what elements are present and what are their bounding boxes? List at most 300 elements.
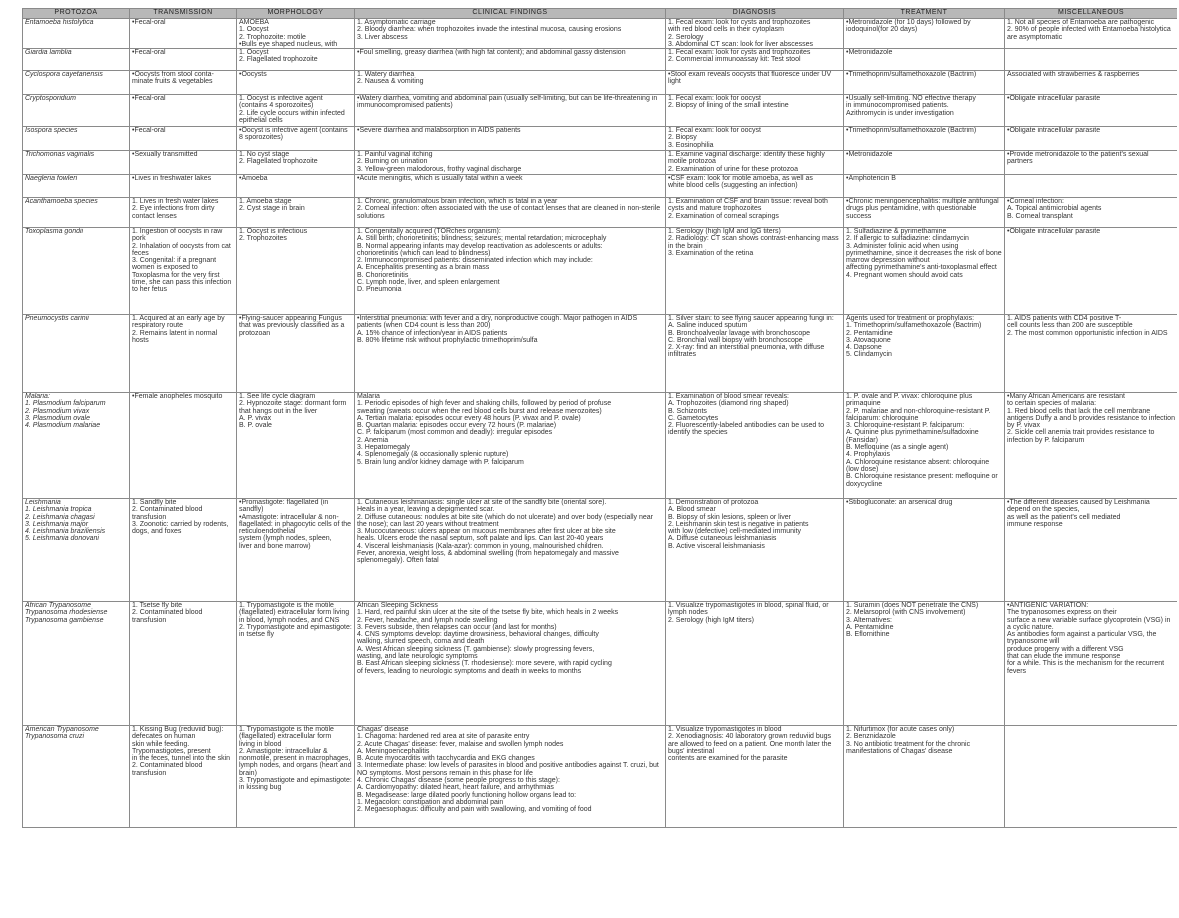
cell-text-line: 2. Megaesophagus: difficulty and pain with swallowing, and vomiting of food: [357, 806, 592, 814]
cell-text-line: 3. Yellow-green malodorous, frothy vaginal discharge: [357, 165, 522, 173]
protozoa-reference-table: [22, 8, 1177, 828]
cell-text-line: 1. Not all species of Entamoeba are pathogenic: [1007, 19, 1155, 26]
cell-text-line: Chagas' disease: [357, 726, 409, 733]
miscellaneous-cell: [1005, 19, 1178, 49]
protozoa-cell: [23, 393, 130, 499]
cell-text-line: Heals in a year, leaving a depigmented scar.: [357, 506, 495, 514]
cell-text-line: 2. Amastigote: intracellular & nonmotile, present in macrophages, lymph nodes, and organs (heart and brain): [239, 747, 352, 777]
cell-text-line: skin while feeding. Trypomastigotes, present: [132, 740, 211, 755]
cell-text-line: Cryptosporidium: [25, 95, 76, 102]
cell-text-line: 1. See life cycle diagram: [239, 393, 316, 400]
morphology-cell: [237, 175, 355, 198]
treatment-cell: [844, 393, 1005, 499]
miscellaneous-cell: [1005, 95, 1178, 127]
cell-text-line: •Chronic meningoencephalitis: multiple antifungal drugs plus pentamidine, with questionable success: [846, 198, 999, 220]
cell-text-line: •Amphotericin B: [846, 175, 896, 182]
column-header-morphology: MORPHOLOGY: [237, 9, 355, 19]
cell-text-line: 3. Chloroquine-resistant P. falciparum:: [846, 422, 965, 430]
table-row: [23, 175, 1178, 198]
diagnosis-cell: [666, 49, 844, 71]
table-row: [23, 393, 1178, 499]
cell-text-line: •Stool exam reveals oocysts that fluoresce under UV light: [668, 71, 832, 86]
cell-text-line: Pneumocystis carinii: [25, 315, 89, 322]
transmission-cell: [130, 315, 237, 393]
cell-text-line: 2. Nausea & vomiting: [357, 78, 424, 86]
cell-text-line: Isospora species: [25, 127, 78, 134]
protozoa-cell: [23, 228, 130, 315]
cell-text-line: •Oocysts from stool conta-minate fruits & vegetables: [132, 71, 214, 86]
cell-text-line: 1. Chagoma: hardened red area at site of parasite entry: [357, 733, 530, 741]
cell-text-line: B. Eflornithine: [846, 631, 890, 639]
cell-text-line: Naegleria fowleri: [25, 175, 78, 182]
cell-text-line: in the feces, tunnel into the skin: [132, 755, 231, 763]
cell-text-line: B. Mefloquine (as a single agent): [846, 444, 949, 452]
cell-text-line: (flagellated) extracellular form living in blood, lymph nodes, and CNS: [239, 609, 350, 624]
cell-text-line: •Obligate intracellular parasite: [1007, 95, 1101, 102]
diagnosis-cell: [666, 198, 844, 228]
cell-text-line: 2. Biopsy: [668, 134, 697, 142]
cell-text-line: 4. Pregnant women should avoid cats: [846, 271, 963, 279]
diagnosis-cell: [666, 151, 844, 175]
cell-text-line: 1. Plasmodium falciparum: [25, 400, 106, 408]
protozoa-cell: [23, 726, 130, 828]
cell-text-line: 5. Leishmania donovani: [25, 535, 99, 543]
transmission-cell: [130, 175, 237, 198]
cell-text-line: •Oocyst is infective agent (contains 8 sporozoites): [239, 127, 348, 142]
cell-text-line: 3. Administer folinic acid when using pyrimethamine, since it decreases the risk of bone marrow depression without: [846, 242, 1002, 265]
cell-text-line: sweating (sweats occur when the red blood cells burst and release merozoites): [357, 407, 602, 415]
morphology-cell: [237, 151, 355, 175]
cell-text-line: 2. X-ray: find an interstitial pneumonia, with diffuse infiltrates: [668, 344, 825, 359]
cell-text-line: •Oocysts: [239, 71, 267, 78]
cell-text-line: 2. Hypnozoite stage: dormant form that hangs out in the liver: [239, 400, 347, 415]
cell-text-line: A. Trophozoites (diamond ring shaped): [668, 400, 789, 408]
cell-text-line: 2. Trophozoite: motile: [239, 33, 306, 41]
cell-text-line: 2. Trophozoites: [239, 235, 287, 243]
cell-text-line: B. Acute myocarditis with tacchycardia and EKG changes: [357, 755, 535, 763]
protozoa-cell: [23, 151, 130, 175]
cell-text-line: 1. Lives in fresh water lakes: [132, 198, 219, 205]
cell-text-line: that can elude the immune response: [1007, 653, 1121, 661]
cell-text-line: 2. Melarsoprol (with CNS involvement): [846, 609, 966, 617]
cell-text-line: •Corneal infection:: [1007, 198, 1064, 205]
cell-text-line: •Fecal-oral: [132, 49, 166, 56]
clinical-findings-cell: [355, 499, 666, 602]
cell-text-line: Entamoeba histolytica: [25, 19, 94, 26]
treatment-cell: [844, 726, 1005, 828]
cell-text-line: African Trypanosome: [25, 602, 92, 609]
cell-text-line: with low (defective) cell-mediated immunity: [668, 528, 802, 536]
cell-text-line: 1. Red blood cells that lack the cell membrane antigens Duffy a and b provides resistance to infection by P. vivax: [1007, 407, 1175, 430]
cell-text-line: 1. Oocyst is infective agent (contains 4 sporozoites): [239, 95, 323, 110]
cell-text-line: 1. Trypomastigote is the motile: [239, 602, 334, 609]
cell-text-line: 1. Watery diarrhea: [357, 71, 415, 78]
cell-text-line: 3. Congenital: if a pregnant women is exposed to Toxoplasma for the very first time, she can pass this infection to her fetus: [132, 257, 232, 294]
cell-text-line: 1. Periodic episodes of high fever and shaking chills, followed by period of profuse: [357, 400, 612, 408]
cell-text-line: •Watery diarrhea, vomiting and abdominal pain (usually self-limiting, but can be life-threatening in immunocompromised patients): [357, 95, 658, 110]
cell-text-line: A. Diffuse cutaneous leishmaniasis: [668, 535, 777, 543]
clinical-findings-cell: [355, 228, 666, 315]
cell-text-line: as well as the patient's cell mediated: [1007, 513, 1121, 521]
cell-text-line: in immunocompromised patients.: [846, 102, 949, 110]
diagnosis-cell: [666, 19, 844, 49]
cell-text-line: produce progeny with a different VSG: [1007, 645, 1124, 653]
table-row: [23, 95, 1178, 127]
protozoa-cell: [23, 315, 130, 393]
cell-text-line: •Fecal-oral: [132, 95, 166, 102]
cell-text-line: •Lives in freshwater lakes: [132, 175, 212, 182]
clinical-findings-cell: [355, 95, 666, 127]
transmission-cell: [130, 602, 237, 726]
table-row: [23, 49, 1178, 71]
cell-text-line: Agents used for treatment or prophylaxis:: [846, 315, 975, 322]
transmission-cell: [130, 49, 237, 71]
cell-text-line: 1. P. ovale and P. vivax: chloroquine plus primaquine: [846, 393, 973, 408]
cell-text-line: with red blood cells in their cytoplasm: [668, 26, 784, 34]
cell-text-line: 2. Contaminated blood transfusion: [132, 506, 203, 521]
diagnosis-cell: [666, 315, 844, 393]
cell-text-line: 4. Prophylaxis: [846, 451, 890, 459]
cell-text-line: 1. Suramin (does NOT penetrate the CNS): [846, 602, 979, 609]
cell-text-line: 3. Plasmodium ovale: [25, 414, 90, 422]
column-header-transmission: TRANSMISSION: [130, 9, 237, 19]
protozoa-cell: [23, 499, 130, 602]
cell-text-line: heals. Ulcers erode the nasal septum, soft palate and lips. Can last 20-40 years: [357, 535, 604, 543]
protozoa-cell: [23, 602, 130, 726]
clinical-findings-cell: [355, 71, 666, 95]
cell-text-line: wasting, and late neurologic symptoms: [357, 653, 478, 661]
cell-text-line: Toxoplasma gondii: [25, 228, 84, 235]
cell-text-line: liver and bone marrow): [239, 542, 311, 550]
cell-text-line: •Female anopheles mosquito: [132, 393, 223, 400]
miscellaneous-cell: [1005, 71, 1178, 95]
cell-text-line: American Trypanosome: [25, 726, 99, 733]
cell-text-line: B. Normal appearing infants may develop reactivation as adolescents or adults:: [357, 242, 603, 250]
cell-text-line: 1. Nifurtimox (for acute cases only): [846, 726, 955, 733]
cell-text-line: •Usually self-limiting. NO effective therapy: [846, 95, 976, 102]
cell-text-line: 4. Chronic Chagas' disease (some people progress to this stage):: [357, 777, 560, 785]
transmission-cell: [130, 499, 237, 602]
cell-text-line: Trypanosoma rhodesiense: [25, 609, 108, 617]
miscellaneous-cell: [1005, 175, 1178, 198]
treatment-cell: [844, 315, 1005, 393]
treatment-cell: [844, 19, 1005, 49]
cell-text-line: 2. Corneal infection: often associated with the use of contact lenses that are cleaned in non-sterile solutions: [357, 205, 661, 220]
transmission-cell: [130, 228, 237, 315]
miscellaneous-cell: [1005, 49, 1178, 71]
column-header-protozoa: PROTOZOA: [23, 9, 130, 19]
column-header-miscellaneous: MISCELLANEOUS: [1005, 9, 1178, 19]
cell-text-line: 1. Hard, red painful skin ulcer at the site of the tsetse fly bite, which heals in 2 weeks: [357, 609, 619, 617]
cell-text-line: 1. Leishmania tropica: [25, 506, 92, 514]
cell-text-line: 3. Eosinophilia: [668, 141, 714, 149]
cell-text-line: 1. Ingestion of oocysts in raw pork: [132, 228, 223, 243]
cell-text-line: A. Pentamidine: [846, 623, 894, 631]
cell-text-line: 2. Bloody diarrhea: when trophozoites invade the intestinal mucosa, causing erosions: [357, 26, 622, 34]
cell-text-line: 2. Anemia: [357, 436, 389, 444]
table-row: [23, 151, 1178, 175]
cell-text-line: 1. Congenitally acquired (TORches organism):: [357, 228, 501, 235]
clinical-findings-cell: [355, 726, 666, 828]
cell-text-line: •The different diseases caused by Leishmania depend on the species,: [1007, 499, 1150, 514]
cell-text-line: •Severe diarrhea and malabsorption in AIDS patients: [357, 127, 521, 134]
cell-text-line: 3. Trypomastigote and epimastigote: in kissing bug: [239, 777, 352, 792]
table-row: [23, 315, 1178, 393]
cell-text-line: affecting pyrimethamine's anti-toxoplasmal effect: [846, 264, 997, 272]
cell-text-line: •Amastigote: intracellular & non-flagellated: in phagocytic cells of the: [239, 513, 352, 528]
cell-text-line: Acanthamoeba species: [25, 198, 98, 205]
protozoa-cell: [23, 95, 130, 127]
cell-text-line: Giardia lamblia: [25, 49, 72, 56]
cell-text-line: 2. Flagellated trophozoite: [239, 158, 318, 166]
diagnosis-cell: [666, 726, 844, 828]
cell-text-line: 2. P. malariae and non-chloroquine-resistant P. falciparum: chloroquine: [846, 407, 991, 422]
cell-text-line: •Trimethoprim/sulfamethoxazole (Bactrim): [846, 127, 977, 134]
cell-text-line: 4. Splenomegaly (& occasionally splenic rupture): [357, 451, 509, 459]
table-row: [23, 71, 1178, 95]
cell-text-line: 1. Demonstration of protozoa: [668, 499, 759, 506]
cell-text-line: •Fecal-oral: [132, 127, 166, 134]
clinical-findings-cell: [355, 198, 666, 228]
cell-text-line: 2. Examination of urine for these protozoa: [668, 165, 798, 173]
cell-text-line: 3. Liver abscess: [357, 33, 408, 41]
clinical-findings-cell: [355, 127, 666, 151]
table-row: [23, 726, 1178, 828]
cell-text-line: •Trimethoprim/sulfamethoxazole (Bactrim): [846, 71, 977, 78]
diagnosis-cell: [666, 127, 844, 151]
cell-text-line: 1. Trimethoprim/sulfamethoxazole (Bactrim): [846, 322, 982, 330]
cell-text-line: 1. Fecal exam: look for cysts and trophozoites: [668, 19, 811, 26]
treatment-cell: [844, 175, 1005, 198]
cell-text-line: A. Still birth; chorioretinitis; blindness; seizures; mental retardation; microcephaly: [357, 235, 607, 243]
cell-text-line: B. Biopsy of skin lesions, spleen or liver: [668, 513, 791, 521]
cell-text-line: 1. Sulfadiazine & pyrimethamine: [846, 228, 947, 235]
cell-text-line: 2. Pentamidine: [846, 329, 893, 337]
cell-text-line: 3. Mucocutaneous: ulcers appear on mucous membranes after first ulcer at bite site: [357, 528, 616, 536]
cell-text-line: A. Meningoencephalitis: [357, 747, 430, 755]
diagnosis-cell: [666, 95, 844, 127]
cell-text-line: •Promastigote: flagellated (in sandfly): [239, 499, 329, 514]
cell-text-line: B. Chorioretinitis: [357, 271, 409, 279]
cell-text-line: Cyclospora cayetanensis: [25, 71, 103, 78]
protozoa-cell: [23, 127, 130, 151]
table-row: [23, 499, 1178, 602]
cell-text-line: A. Quinine plus pyrimethamine/sulfadoxine (Fansidar): [846, 429, 979, 444]
cell-text-line: 2. The most common opportunistic infection in AIDS: [1007, 329, 1168, 337]
column-header-treatment: TREATMENT: [844, 9, 1005, 19]
morphology-cell: [237, 95, 355, 127]
cell-text-line: 2. Biopsy of lining of the small intestine: [668, 102, 789, 110]
cell-text-line: 3. No antibiotic treatment for the chronic manifestations of Chagas' disease: [846, 740, 971, 755]
cell-text-line: 1. Trypomastigote is the motile: [239, 726, 334, 733]
cell-text-line: Associated with strawberries & raspberries: [1007, 71, 1140, 78]
cell-text-line: African Sleeping Sickness: [357, 602, 438, 609]
cell-text-line: system (lymph nodes, spleen,: [239, 535, 332, 543]
transmission-cell: [130, 95, 237, 127]
morphology-cell: [237, 19, 355, 49]
cell-text-line: Trypanosoma cruzi: [25, 733, 85, 741]
cell-text-line: 1. Examination of blood smear reveals:: [668, 393, 790, 400]
protozoa-cell: [23, 19, 130, 49]
cell-text-line: 2. 90% of people infected with Entamoeba histolytica are asymptomatic: [1007, 26, 1171, 41]
cell-text-line: 3. Zoonotic: carried by rodents, dogs, and foxes: [132, 520, 229, 536]
cell-text-line: 2. Serology: [668, 33, 704, 41]
miscellaneous-cell: [1005, 198, 1178, 228]
cell-text-line: •Metronidazole: [846, 151, 893, 158]
cell-text-line: 1. Fecal exam: look for oocyst: [668, 127, 761, 134]
cell-text-line: 4. Visceral leishmaniasis (Kala-azar): common in young, malnourished children.: [357, 542, 604, 550]
cell-text-line: Malaria: [357, 393, 380, 400]
cell-text-line: 5. Clindamycin: [846, 351, 892, 359]
cell-text-line: •Flying-saucer appearing Fungus that was previously classified as a protozoan: [239, 315, 345, 337]
cell-text-line: 1. Chronic, granulomatous brain infection, which is fatal in a year: [357, 198, 558, 205]
transmission-cell: [130, 393, 237, 499]
cell-text-line: 1. Tsetse fly bite: [132, 602, 183, 609]
cell-text-line: 1. Kissing Bug (reduviid bug): defecates on human: [132, 726, 224, 741]
cell-text-line: 1. Fecal exam: look for cysts and trophozoites: [668, 49, 811, 56]
table-row: [23, 19, 1178, 49]
cell-text-line: 3. Abdominal CT scan: look for liver abscesses: [668, 40, 813, 48]
cell-text-line: 1. Serology (high IgM and IgG titers): [668, 228, 781, 235]
cell-text-line: •Amoeba: [239, 175, 268, 182]
diagnosis-cell: [666, 228, 844, 315]
diagnosis-cell: [666, 175, 844, 198]
cell-text-line: •Provide metronidazole to the patient's sexual partners: [1007, 151, 1149, 166]
cell-text-line: 2. Immunocompromised patients: disseminated infection which may include:: [357, 257, 593, 265]
cell-text-line: for a while. This is the mechanism for the recurrent fevers: [1007, 660, 1165, 675]
cell-text-line: 2. Cyst stage in brain: [239, 205, 305, 213]
cell-text-line: •Acute meningitis, which is usually fatal within a week: [357, 175, 523, 182]
cell-text-line: 1. Acquired at an early age by respiratory route: [132, 315, 225, 330]
miscellaneous-cell: [1005, 393, 1178, 499]
cell-text-line: Leishmania: [25, 499, 61, 506]
cell-text-line: 2. Diffuse cutaneous: nodules at bite site (which do not ulcerate) and over body (especially near the nose); can last 20 years without treatment: [357, 513, 653, 528]
cell-text-line: 1. Oocyst is infectious: [239, 228, 308, 235]
cell-text-line: 4. Leishmania braziliensis: [25, 528, 106, 536]
morphology-cell: [237, 726, 355, 828]
cell-text-line: 1. Asymptomatic carriage: [357, 19, 436, 26]
cell-text-line: surface a new variable surface glycoprotein (VSG) in a cyclic nature.: [1007, 616, 1171, 631]
cell-text-line: 2. Plasmodium vivax: [25, 407, 90, 415]
cell-text-line: A. P. vivax: [239, 414, 272, 422]
treatment-cell: [844, 499, 1005, 602]
column-header-diagnosis: DIAGNOSIS: [666, 9, 844, 19]
cell-text-line: (flagellated) extracellular form: [239, 733, 332, 741]
cell-text-line: •Many African Americans are resistant: [1007, 393, 1125, 400]
table-row: [23, 602, 1178, 726]
cell-text-line: 2. Benznidazole: [846, 733, 896, 741]
cell-text-line: 2. Acute Chagas' disease: fever, malaise and swollen lymph nodes: [357, 740, 564, 748]
cell-text-line: The trypanosomes express on their: [1007, 609, 1117, 617]
cell-text-line: C. Gametocytes: [668, 414, 719, 422]
cell-text-line: to certain species of malaria:: [1007, 400, 1097, 408]
cell-text-line: 2. Remains latent in normal hosts: [132, 329, 218, 344]
cell-text-line: •Foul smelling, greasy diarrhea (with high fat content); and abdominal gassy distension: [357, 49, 626, 56]
protozoa-cell: [23, 198, 130, 228]
cell-text-line: 1. Examine vaginal discharge: identify these highly motile protozoa: [668, 151, 825, 166]
cell-text-line: reticuloendothelial: [239, 528, 296, 536]
miscellaneous-cell: [1005, 726, 1178, 828]
cell-text-line: B. Bronchoalveolar lavage with bronchoscope: [668, 329, 811, 337]
cell-text-line: D. Pneumonia: [357, 286, 402, 294]
cell-text-line: 1. Painful vaginal itching: [357, 151, 433, 158]
cell-text-line: 2. Fluorescently-labeled antibodies can be used to identify the species: [668, 422, 825, 437]
treatment-cell: [844, 49, 1005, 71]
cell-text-line: of fevers, leading to neurologic symptoms and death in weeks to months: [357, 667, 582, 675]
miscellaneous-cell: [1005, 602, 1178, 726]
cell-text-line: 4. CNS symptoms develop: daytime drowsiness, behavioral changes, difficulty: [357, 631, 599, 639]
cell-text-line: 2. Burning on urination: [357, 158, 428, 166]
treatment-cell: [844, 228, 1005, 315]
morphology-cell: [237, 315, 355, 393]
cell-text-line: B. Active visceral leishmaniasis: [668, 542, 765, 550]
header-row: [23, 9, 1178, 19]
cell-text-line: 2. Commercial immunoassay kit: Test stool: [668, 56, 801, 64]
cell-text-line: As antibodies form against a particular VSG, the trypanosome will: [1007, 631, 1157, 646]
cell-text-line: B. Quartan malaria: episodes occur every 72 hours (P. malariae): [357, 422, 557, 430]
cell-text-line: B. East African sleeping sickness (T. rhodesiense): more severe, with rapid cycling: [357, 660, 612, 668]
cell-text-line: 2. Contaminated blood transfusion: [132, 762, 203, 777]
diagnosis-cell: [666, 499, 844, 602]
cell-text-line: 3. Examination of the retina: [668, 249, 754, 257]
cell-text-line: walking, slurred speech, coma and death: [357, 638, 485, 646]
cell-text-line: •Bulls eye shaped nucleus, with: [239, 40, 338, 48]
cell-text-line: AMOEBA: [239, 19, 269, 26]
cell-text-line: •Fecal-oral: [132, 19, 166, 26]
cell-text-line: B. Chloroquine resistance present: mefloquine or doxycycline: [846, 473, 998, 488]
cell-text-line: 2. Leishmanin skin test is negative in patients: [668, 520, 809, 528]
cell-text-line: 1. Amoeba stage: [239, 198, 292, 205]
morphology-cell: [237, 393, 355, 499]
cell-text-line: 4. Plasmodium malariae: [25, 422, 101, 430]
cell-text-line: •Interstitial pneumonia: with fever and a dry, nonproductive cough. Major pathogen in AIDS patients (when CD4 count is less than 200): [357, 315, 638, 330]
cell-text-line: 1. Fecal exam: look for oocyst: [668, 95, 761, 102]
treatment-cell: [844, 602, 1005, 726]
cell-text-line: 2. Xenodiagnosis: 40 laboratory grown reduviid bugs are allowed to feed on a patient. One month later the bugs' intestinal: [668, 733, 832, 755]
protozoa-cell: [23, 71, 130, 95]
cell-text-line: C. Lymph node, liver, and spleen enlargement: [357, 279, 500, 287]
miscellaneous-cell: [1005, 151, 1178, 175]
cell-text-line: 2. Contaminated blood transfusion: [132, 609, 203, 624]
diagnosis-cell: [666, 393, 844, 499]
treatment-cell: [844, 151, 1005, 175]
transmission-cell: [130, 127, 237, 151]
cell-text-line: A. Tertian malaria: episodes occur every 48 hours (P. vivax and P. ovale): [357, 414, 581, 422]
cell-text-line: 4. Dapsone: [846, 344, 882, 352]
clinical-findings-cell: [355, 315, 666, 393]
cell-text-line: A. Cardiomyopathy: dilated heart, heart failure, and arrhythmias: [357, 784, 554, 792]
cell-text-line: 3. Intermediate phase: low levels of parasites in blood and positive antibodies against T. cruzi, but NO symptoms. Most persons remain in this phase for life: [357, 762, 659, 777]
cell-text-line: B. Schizonts: [668, 407, 707, 415]
cell-text-line: A. Topical antimicrobial agents: [1007, 205, 1102, 213]
transmission-cell: [130, 19, 237, 49]
cell-text-line: 1. Examination of CSF and brain tissue: reveal both cysts and mature trophozoites: [668, 198, 828, 213]
cell-text-line: B. Megadisease: large dilated poorly functioning hollow organs lead to:: [357, 791, 577, 799]
cell-text-line: Malaria:: [25, 393, 50, 400]
cell-text-line: 3. Atovaquone: [846, 336, 891, 344]
cell-text-line: 2. Serology (high IgM titers): [668, 616, 754, 624]
protozoa-reference-table-page: [22, 8, 1177, 861]
cell-text-line: 2. Examination of corneal scrapings: [668, 212, 779, 220]
cell-text-line: C. P. falciparum (most common and deadly): irregular episodes: [357, 429, 553, 437]
cell-text-line: 2. Eye infections from dirty contact lenses: [132, 205, 215, 220]
cell-text-line: 1. Oocyst: [239, 26, 269, 34]
cell-text-line: 1. Megacolon: constipation and abdominal pain: [357, 798, 504, 806]
cell-text-line: 1. Visualize trypomastigotes in blood, spinal fluid, or lymph nodes: [668, 602, 829, 617]
cell-text-line: chorioretinitis (which can lead to blindness): [357, 249, 491, 257]
table-row: [23, 127, 1178, 151]
cell-text-line: 2. Trypomastigote and epimastigote: in tsetse fly: [239, 623, 352, 639]
